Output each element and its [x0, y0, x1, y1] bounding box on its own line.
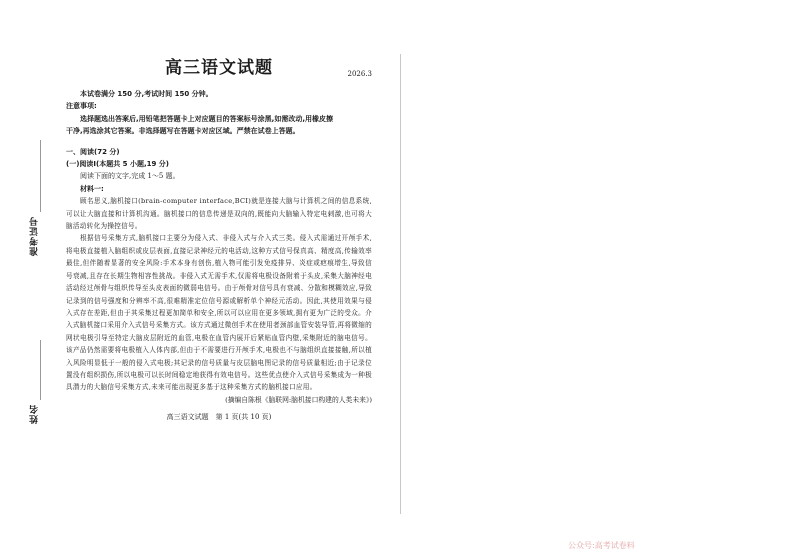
- exam-id-label: 准考证号: [30, 216, 40, 256]
- instruction: 阅读下面的文字,完成 1～5 题。: [80, 172, 180, 181]
- notice-line-1: 选择题选出答案后,用铅笔把答题卡上对应题目的答案标号涂黑,如需改动,用橡皮擦: [80, 114, 333, 123]
- notice-title: 注意事项:: [66, 102, 97, 111]
- section-subheading: (一)阅读Ⅰ(本题共 5 小题,19 分): [66, 160, 169, 169]
- name-line: [40, 340, 41, 400]
- source-citation: (摘编自陈根《脑联网:脑机接口构建的人类未来》): [225, 395, 372, 404]
- exam-id-line: [40, 140, 41, 212]
- passage-paragraph: 顾名思义,脑机接口(brain-computer interface,BCI)就是连接大脑与计算机之间的信息系统,可以让大脑直接和计算机沟通。脑机接口的信息传递是双向的,既能向大脑输入特定电刺激,也可将大脑活动转化为操控信号。: [66, 197, 372, 231]
- section-heading: 一、阅读(72 分): [66, 147, 120, 156]
- title-row: [66, 58, 372, 88]
- page-title: 高三语文试题: [165, 58, 273, 78]
- watermark: 公众号:高考试卷料: [568, 541, 635, 550]
- notice-line-2: 干净,再选涂其它答案。非选择题写在答题卡对应区域。严禁在试卷上答题。: [66, 127, 300, 136]
- passage-paragraph: 根据信号采集方式,脑机接口主要分为侵入式、非侵入式与介入式三类。侵入式需通过开颅手术,将电极直接植入脑组织或皮层表面,直接记录神经元的电活动,这种方式信号保真高、精度高,传输效率最佳,但伴随着显著的安全风险:手术本身有创伤,植入物可能引发免疫排异、炎症或疤痕增生,导致信号衰减,且存在长期生物相容性挑战。非侵入式无需手术,仅需将电极设备附着于头皮,采集大脑神经电活动经过颅骨与组织传导至头皮表面的微弱电信号。由于颅骨对信号具有衰减、分散和模糊效应,导致记录到的信号强度和分辨率不高,很难精准定位信号源或解析单个神经元活动。因此,其使用效果与侵入式存在差距,但由于其采集过程更加简单和安全,所以可以应用在更多领域,拥有更为广泛的受众。介入式脑机接口采用介入式信号采集方式。该方式通过微创手术在使用者颈部血管安装导管,再将微缩的网状电极引导至特定大脑皮层附近的血管,电极在血管内展开后紧贴血管内壁,采集附近的脑电信号。该产品仍然需要将电极植入人体内部,但由于不需要进行开颅手术,电极也不与脑组织直接接触,所以植入风险明显低于一般的侵入式电极;其记录的信号质量与皮层脑电图记录的信号质量相近;由于记录位置没有组织损伤,所以电极可以长时间稳定地获得有效电信号。这些优点使介入式信号采集成为一种极具潜力的大脑信号采集方式,未来可能出现更多基于这种采集方式的脑机接口应用。: [66, 234, 372, 392]
- name-label: 姓名: [30, 404, 40, 424]
- page-footer: 高三语文试题 第 1 页(共 10 页): [166, 413, 272, 422]
- page-divider: [400, 54, 401, 514]
- exam-date: 2026.3: [347, 70, 372, 78]
- material-label: 材料一:: [80, 184, 104, 193]
- exam-info: 本试卷满分 150 分,考试时间 150 分钟。: [80, 90, 213, 98]
- exam-page: [66, 58, 372, 424]
